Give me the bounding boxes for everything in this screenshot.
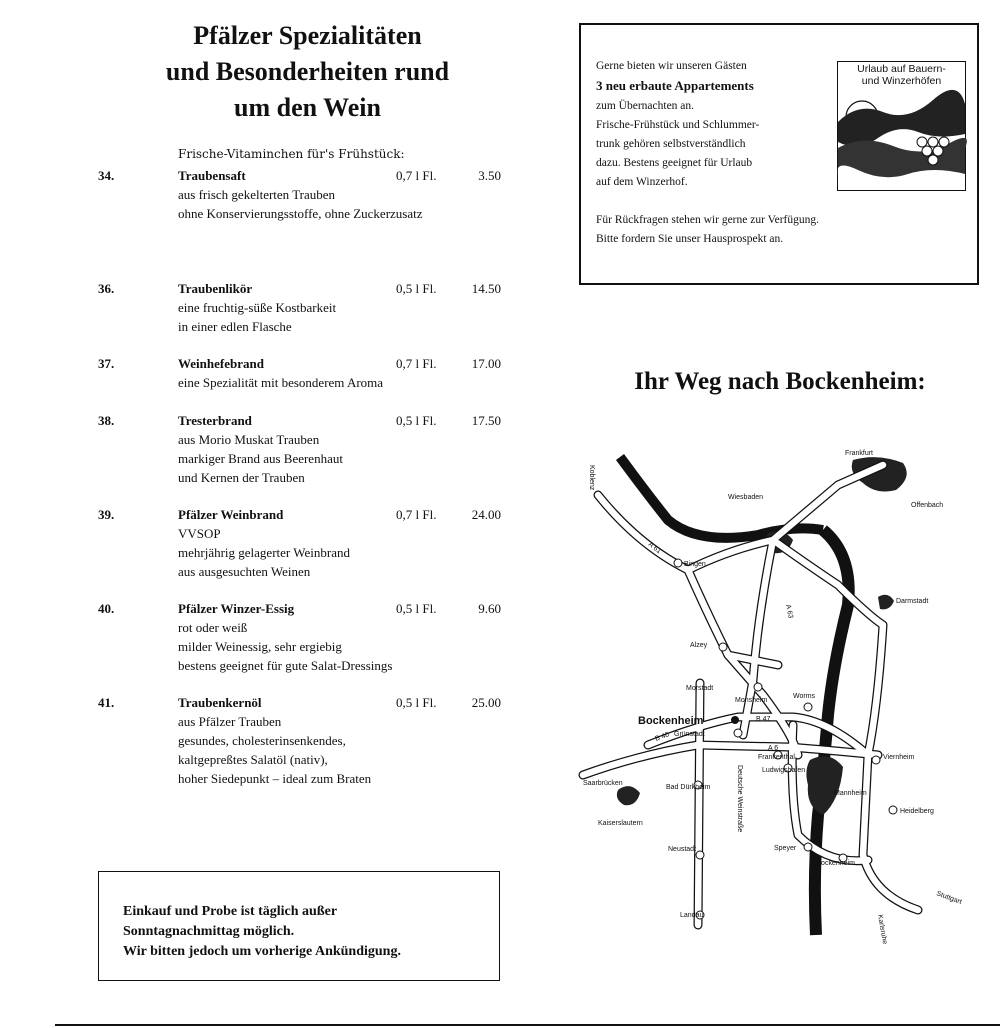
product-price: 25.00 xyxy=(471,695,501,710)
logo-text-line-1: Urlaub auf Bauern- xyxy=(857,63,946,75)
product-description: eine Spezialität mit besonderem Aroma xyxy=(178,375,384,390)
product-price: 17.50 xyxy=(471,413,501,428)
svg-text:Speyer: Speyer xyxy=(774,845,797,852)
svg-text:Heidelberg: Heidelberg xyxy=(900,808,934,815)
svg-text:Grünstadt: Grünstadt xyxy=(674,731,705,738)
svg-text:Offenbach: Offenbach xyxy=(911,502,944,509)
product-number: 37. xyxy=(98,356,115,371)
map-title: Ihr Weg nach Bockenheim: xyxy=(634,368,926,395)
guest-highlight: 3 neu erbaute Appartements xyxy=(596,78,754,93)
product-price: 9.60 xyxy=(478,601,501,616)
page-title xyxy=(80,18,535,126)
product-price: 24.00 xyxy=(471,507,501,522)
product-description: eine fruchtig-süße Kostbarkeit in einer edlen Flasche xyxy=(178,300,337,334)
product-size: 0,5 l Fl. xyxy=(396,413,437,428)
ludwigshafen-mannheim-area xyxy=(806,756,843,815)
svg-text:B 47: B 47 xyxy=(756,716,771,723)
svg-text:Bad Dürkheim: Bad Dürkheim xyxy=(666,784,711,791)
svg-text:Deutsche Weinstraße: Deutsche Weinstraße xyxy=(736,765,743,833)
logo-text-line-2: und Winzerhöfen xyxy=(861,75,942,87)
guest-line-5: trunk gehören selbstverständlich xyxy=(596,138,746,150)
product-size: 0,5 l Fl. xyxy=(396,281,437,296)
svg-text:Morstadt: Morstadt xyxy=(686,685,714,692)
svg-text:Ludwigshafen: Ludwigshafen xyxy=(762,767,806,774)
product-price: 17.00 xyxy=(471,356,501,371)
product-name: Traubensaft xyxy=(178,168,246,183)
svg-text:Worms: Worms xyxy=(793,693,816,700)
svg-text:Alzey: Alzey xyxy=(690,642,708,649)
svg-text:Mannheim: Mannheim xyxy=(834,790,867,797)
svg-text:Rhein: Rhein xyxy=(675,525,695,537)
svg-text:Landau: Landau xyxy=(680,912,704,919)
guest-line-7: auf dem Winzerhof. xyxy=(596,176,688,188)
guest-accommodation-box xyxy=(579,23,979,285)
svg-text:A 6: A 6 xyxy=(768,745,779,752)
title-line-2: und Besonderheiten rund xyxy=(165,57,450,86)
product-description: aus Pfälzer Trauben gesundes, cholesterinsenkendes, kaltgepreßtes Salatöl (nativ), hoher Siedepunkt – ideal zum Braten xyxy=(178,714,372,786)
product-description: aus Morio Muskat Trauben markiger Brand aus Beerenhaut und Kernen der Trauben xyxy=(178,432,343,485)
svg-text:Frankenthal: Frankenthal xyxy=(758,754,795,761)
guest-line-4: Frische-Frühstück und Schlummer- xyxy=(596,119,760,131)
contact-line-2: Bitte fordern Sie unser Hausprospekt an. xyxy=(596,233,784,245)
product-number: 40. xyxy=(98,601,115,616)
route-map xyxy=(578,450,988,960)
svg-text:Saarbrücken: Saarbrücken xyxy=(583,780,623,787)
guest-line-6: dazu. Bestens geeignet für Urlaub xyxy=(596,157,753,169)
product-number: 39. xyxy=(98,507,115,522)
notice-line-1: Einkauf und Probe ist täglich außer xyxy=(123,904,338,919)
guest-line-3: zum Übernachten an. xyxy=(596,100,695,112)
product-description: rot oder weiß milder Weinessig, sehr ergiebig bestens geeignet für gute Salat-Dressings xyxy=(178,620,393,673)
product-name: Traubenlikör xyxy=(178,281,253,296)
svg-text:Darmstadt: Darmstadt xyxy=(896,598,929,605)
farm-holiday-logo xyxy=(837,61,966,191)
bottom-rule xyxy=(55,1024,1000,1026)
kaiserslautern-area xyxy=(617,786,640,805)
product-name: Tresterbrand xyxy=(178,413,252,428)
product-price: 14.50 xyxy=(471,281,501,296)
product-size: 0,7 l Fl. xyxy=(396,356,437,371)
product-number: 36. xyxy=(98,281,115,296)
guest-line-1: Gerne bieten wir unseren Gästen xyxy=(596,60,747,72)
contact-line-1: Für Rückfragen stehen wir gerne zur Verfügung. xyxy=(596,214,820,226)
product-size: 0,5 l Fl. xyxy=(396,601,437,616)
svg-text:Koblenz: Koblenz xyxy=(588,465,595,491)
svg-text:Neustadt: Neustadt xyxy=(668,846,697,853)
svg-text:Viernheim: Viernheim xyxy=(883,754,915,761)
svg-text:Hockenheim: Hockenheim xyxy=(816,860,855,867)
road-map-graphic xyxy=(578,450,988,960)
darmstadt-area xyxy=(878,595,894,610)
title-line-3: um den Wein xyxy=(234,93,381,122)
product-size: 0,5 l Fl. xyxy=(396,695,437,710)
product-name: Pfälzer Winzer-Essig xyxy=(178,601,295,616)
product-number: 34. xyxy=(98,168,115,183)
map-destination: Bockenheim xyxy=(638,715,704,727)
svg-text:Karlsruhe: Karlsruhe xyxy=(876,914,889,945)
svg-text:B 40: B 40 xyxy=(654,731,671,743)
product-price: 3.50 xyxy=(478,168,501,183)
svg-text:Stuttgart: Stuttgart xyxy=(935,890,963,906)
product-name: Pfälzer Weinbrand xyxy=(178,507,284,522)
svg-text:Monsheim: Monsheim xyxy=(735,697,768,704)
purchase-notice-box xyxy=(98,871,500,981)
vineyard-grapes-icon xyxy=(838,62,965,190)
svg-text:A 61: A 61 xyxy=(646,541,663,556)
svg-text:Wiesbaden: Wiesbaden xyxy=(728,494,764,501)
svg-text:A 63: A 63 xyxy=(784,603,794,620)
product-name: Weinhefebrand xyxy=(178,356,264,371)
product-size: 0,7 l Fl. xyxy=(396,507,437,522)
svg-text:Frankfurt: Frankfurt xyxy=(845,450,874,457)
product-size: 0,7 l Fl. xyxy=(396,168,437,183)
product-number: 38. xyxy=(98,413,115,428)
svg-text:Bingen: Bingen xyxy=(684,561,706,568)
product-name: Traubenkernöl xyxy=(178,695,262,710)
product-description: aus frisch gekelterten Trauben ohne Konservierungsstoffe, ohne Zuckerzusatz xyxy=(178,187,423,221)
intro-text: Frische-Vitaminchen für's Frühstück: xyxy=(178,147,405,161)
notice-line-2: Sonntagnachmittag möglich. xyxy=(123,924,295,939)
product-number: 41. xyxy=(98,695,115,710)
notice-line-3: Wir bitten jedoch um vorherige Ankündigung. xyxy=(123,944,401,959)
title-line-1: Pfälzer Spezialitäten xyxy=(193,21,422,50)
bockenheim-marker-icon xyxy=(731,716,739,724)
product-description: VVSOP mehrjährig gelagerter Weinbrand aus ausgesuchten Weinen xyxy=(178,526,350,579)
svg-text:Kaiserslautern: Kaiserslautern xyxy=(598,820,643,827)
